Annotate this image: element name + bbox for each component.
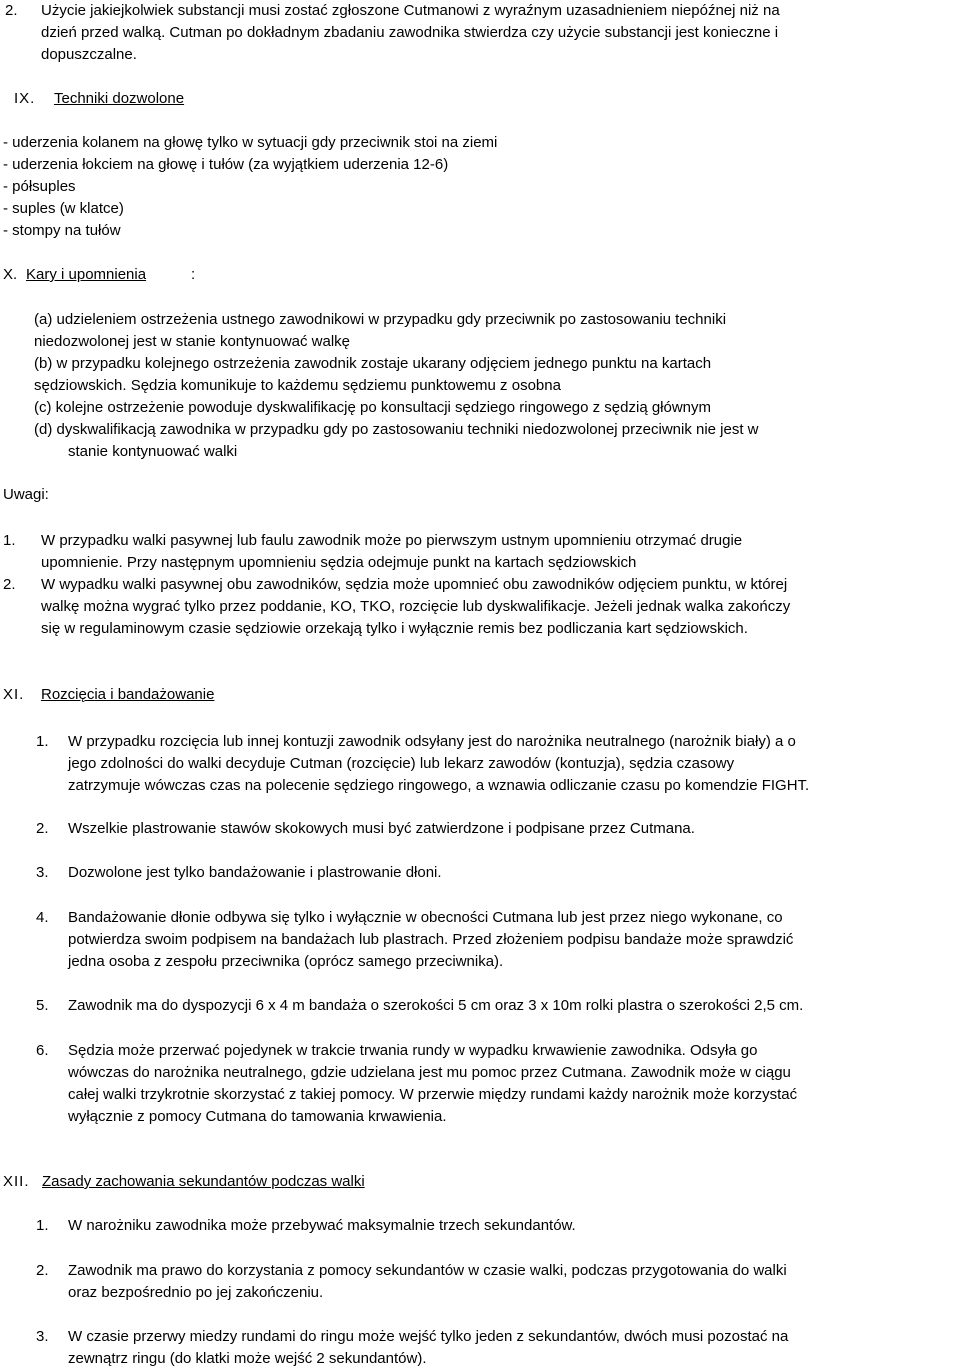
section-x-heading: Kary i upomnienia [26,266,147,283]
note-2-line-2: walkę można wygrać tylko przez poddanie, KO, TKO, rozcięcie lub dyskwalifikacje. Jeżeli jednak walka zakończy [41,598,791,615]
xi-item-2-number: 2. [36,820,49,837]
item-2-line-2: dzień przed walką. Cutman po dokładnym zbadaniu zawodnika stwierdza czy użycie substancji jest konieczne i [41,24,779,41]
section-xii-number: XII. [3,1173,30,1190]
note-2-number: 2. [3,576,16,593]
penalty-d-line-2: stanie kontynuować walki [68,443,238,460]
item-2-line-1: Użycie jakiejkolwiek substancji musi zostać zgłoszone Cutmanowi z wyraźnym uzasadnieniem niepóźnej niż na [41,2,780,19]
xi-item-4-number: 4. [36,909,49,926]
xi-item-3-line-1: Dozwolone jest tylko bandażowanie i plastrowanie dłoni. [68,864,442,881]
item-2-number: 2. [5,2,18,19]
xi-item-1-number: 1. [36,733,49,750]
item-2-line-3: dopuszczalne. [41,46,137,63]
section-x-number: X. [3,266,18,283]
section-ix-heading: Techniki dozwolone [54,90,185,107]
xi-item-4-line-1: Bandażowanie dłonie odbywa się tylko i wyłącznie w obecności Cutmana lub jest przez niego wykonane, co [68,909,783,926]
penalty-c-line-1: (c) kolejne ostrzeżenie powoduje dyskwalifikację po konsultacji sędziego ringowego z sędzią głównym [34,399,712,416]
section-ix-item-5: - stompy na tułów [3,222,121,239]
xi-item-1-line-1: W przypadku rozcięcia lub innej kontuzji zawodnik odsyłany jest do narożnika neutralnego (narożnik biały) a o [68,733,796,750]
section-xi-number: XI. [3,686,25,703]
xi-item-6-line-4: wyłącznie z pomocy Cutmana do tamowania krwawienia. [68,1108,447,1125]
section-xi-heading: Rozcięcia i bandażowanie [41,686,215,703]
xi-item-4-line-3: jedna osoba z zespołu przeciwnika (oprócz samego przeciwnika). [68,953,504,970]
section-ix-item-2: - uderzenia łokciem na głowę i tułów (za wyjątkiem uderzenia 12-6) [3,156,449,173]
xii-item-2-line-1: Zawodnik ma prawo do korzystania z pomocy sekundantów w czasie walki, podczas przygotowania do walki [68,1262,787,1279]
xii-item-3-line-1: W czasie przerwy miedzy rundami do ringu może wejść tylko jeden z sekundantów, dwóch musi pozostać na [68,1328,789,1345]
xii-item-1-line-1: W narożniku zawodnika może przebywać maksymalnie trzech sekundantów. [68,1217,576,1234]
xi-item-1-line-2: jego zdolności do walki decyduje Cutman (rozcięcie) lub lekarz zawodów (kontuzja), sędzia czasowy [68,755,735,772]
note-1-number: 1. [3,532,16,549]
xi-item-2-line-1: Wszelkie plastrowanie stawów skokowych musi być zatwierdzone i podpisane przez Cutmana. [68,820,695,837]
section-ix-item-4: - suples (w klatce) [3,200,124,217]
xi-item-3-number: 3. [36,864,49,881]
penalty-b-line-2: sędziowskich. Sędzia komunikuje to każdemu sędziemu punktowemu z osobna [34,377,561,394]
xii-item-2-line-2: oraz bezpośrednio po jej zakończeniu. [68,1284,324,1301]
note-2-line-1: W wypadku walki pasywnej obu zawodników, sędzia może upomnieć obu zawodników odjęciem punktu, w której [41,576,788,593]
xii-item-1-number: 1. [36,1217,49,1234]
note-1-line-1: W przypadku walki pasywnej lub faulu zawodnik może po pierwszym ustnym upomnieniu otrzymać drugie [41,532,743,549]
penalty-d-line-1: (d) dyskwalifikacją zawodnika w przypadku gdy po zastosowaniu techniki niedozwolonej przeciwnik nie jest w [34,421,759,438]
section-xii-heading: Zasady zachowania sekundantów podczas walki [42,1173,365,1190]
note-2-line-3: się w regulaminowym czasie sędziowie orzekają tylko i wyłącznie remis bez podliczania kart sędziowskich. [41,620,748,637]
penalty-a-line-2: niedozwolonej jest w stanie kontynuować walkę [34,333,351,350]
xii-item-2-number: 2. [36,1262,49,1279]
xi-item-6-line-1: Sędzia może przerwać pojedynek w trakcie trwania rundy w wypadku krwawienie zawodnika. Odsyła go [68,1042,758,1059]
section-x-heading-colon: : [191,266,196,283]
xi-item-1-line-3: zatrzymuje wówczas czas na polecenie sędziego ringowego, a wznawia odliczanie czasu po komendzie FIGHT. [68,777,810,794]
xi-item-6-number: 6. [36,1042,49,1059]
xi-item-4-line-2: potwierdza swoim podpisem na bandażach lub plastrach. Przed złożeniem podpisu bandaże może sprawdzić [68,931,794,948]
xi-item-6-line-2: wówczas do narożnika neutralnego, gdzie udzielana jest mu pomoc przez Cutmana. Zawodnik może w ciągu [68,1064,791,1081]
xii-item-3-line-2: zewnątrz ringu (do klatki może wejść 2 sekundantów). [68,1350,427,1367]
section-ix-item-3: - półsuples [3,178,76,195]
xi-item-6-line-3: całej walki trzykrotnie skorzystać z takiej pomocy. W przerwie między rundami każdy narożnik może korzystać [68,1086,798,1103]
section-ix-number: IX. [14,90,36,107]
penalty-b-line-1: (b) w przypadku kolejnego ostrzeżenia zawodnik zostaje ukarany odjęciem jednego punktu na kartach [34,355,712,372]
xii-item-3-number: 3. [36,1328,49,1345]
section-ix-item-1: - uderzenia kolanem na głowę tylko w sytuacji gdy przeciwnik stoi na ziemi [3,134,498,151]
xi-item-5-number: 5. [36,997,49,1014]
note-1-line-2: upomnienie. Przy następnym upomnieniu sędzia odejmuje punkt na kartach sędziowskich [41,554,637,571]
penalty-a-line-1: (a) udzieleniem ostrzeżenia ustnego zawodnikowi w przypadku gdy przeciwnik po zastosowaniu techniki [34,311,727,328]
xi-item-5-line-1: Zawodnik ma do dyspozycji 6 x 4 m bandaża o szerokości 5 cm oraz 3 x 10m rolki plastra o szerokości 2,5 cm. [68,997,804,1014]
notes-heading: Uwagi: [3,486,49,503]
